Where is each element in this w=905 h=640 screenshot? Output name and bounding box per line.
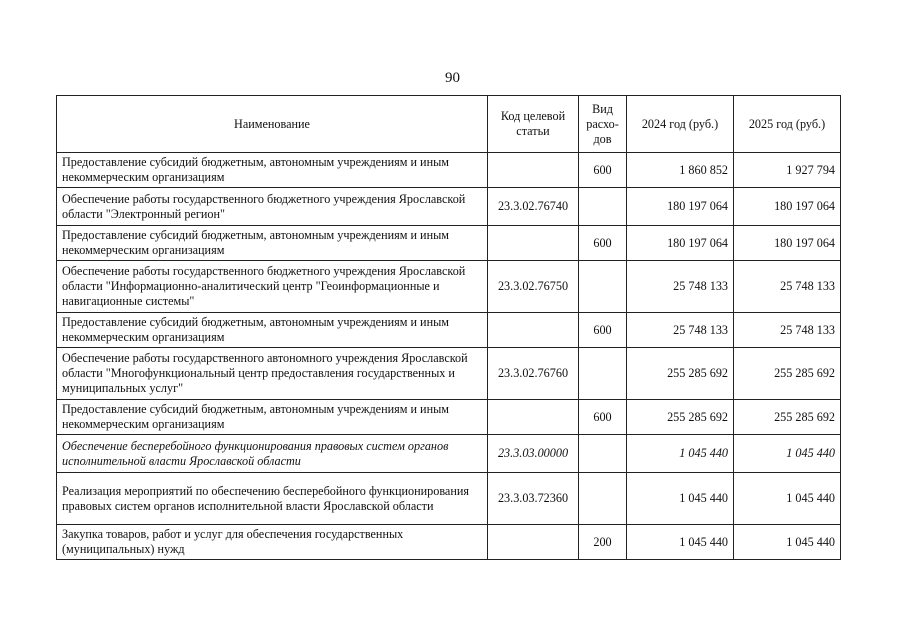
row-2024: 180 197 064	[627, 226, 734, 261]
row-2025: 25 748 133	[734, 261, 841, 313]
row-code: 23.3.02.76750	[488, 261, 579, 313]
header-name: Наименование	[57, 96, 488, 153]
header-type: Вид расхо-дов	[579, 96, 627, 153]
row-name: Реализация мероприятий по обеспечению бесперебойного функционирования правовых систем органов исполнительной власти Ярославской области	[57, 473, 488, 525]
row-2025: 1 045 440	[734, 435, 841, 473]
table-row	[57, 348, 841, 400]
row-type	[579, 473, 627, 525]
row-type: 600	[579, 313, 627, 348]
table-row	[57, 525, 841, 560]
table-row	[57, 435, 841, 473]
table-body	[57, 153, 841, 560]
row-2024: 255 285 692	[627, 400, 734, 435]
row-2025: 255 285 692	[734, 400, 841, 435]
budget-table	[56, 95, 841, 560]
row-code: 23.3.02.76740	[488, 188, 579, 226]
header-2024: 2024 год (руб.)	[627, 96, 734, 153]
row-type: 600	[579, 400, 627, 435]
row-name: Предоставление субсидий бюджетным, автономным учреждениям и иным некоммерческим организациям	[57, 313, 488, 348]
table-row	[57, 473, 841, 525]
row-code: 23.3.03.00000	[488, 435, 579, 473]
row-type	[579, 435, 627, 473]
row-type	[579, 348, 627, 400]
page-number: 90	[445, 70, 460, 86]
row-type: 200	[579, 525, 627, 560]
row-2024: 1 045 440	[627, 473, 734, 525]
row-2025: 1 045 440	[734, 473, 841, 525]
row-code	[488, 226, 579, 261]
row-code	[488, 153, 579, 188]
row-2024: 1 860 852	[627, 153, 734, 188]
row-code: 23.3.02.76760	[488, 348, 579, 400]
table-row	[57, 153, 841, 188]
row-name: Предоставление субсидий бюджетным, автономным учреждениям и иным некоммерческим организациям	[57, 400, 488, 435]
table-row	[57, 226, 841, 261]
row-2025: 1 927 794	[734, 153, 841, 188]
row-name: Обеспечение работы государственного бюджетного учреждения Ярославской области "Информационно-аналитический центр "Геоинформационные и навигационные системы"	[57, 261, 488, 313]
row-name: Предоставление субсидий бюджетным, автономным учреждениям и иным некоммерческим организациям	[57, 226, 488, 261]
row-name: Обеспечение работы государственного автономного учреждения Ярославской области "Многофункциональный центр предоставления государственных и муниципальных услуг"	[57, 348, 488, 400]
table-row	[57, 400, 841, 435]
table-row	[57, 188, 841, 226]
row-type: 600	[579, 226, 627, 261]
row-code	[488, 400, 579, 435]
row-code	[488, 313, 579, 348]
row-name: Обеспечение бесперебойного функционирования правовых систем органов исполнительной власти Ярославской области	[57, 435, 488, 473]
row-type	[579, 261, 627, 313]
header-code: Код целевой статьи	[488, 96, 579, 153]
row-2024: 180 197 064	[627, 188, 734, 226]
row-2024: 25 748 133	[627, 313, 734, 348]
row-2025: 180 197 064	[734, 188, 841, 226]
header-row	[57, 96, 841, 153]
table-row	[57, 261, 841, 313]
row-type	[579, 188, 627, 226]
row-name: Обеспечение работы государственного бюджетного учреждения Ярославской области "Электронный регион"	[57, 188, 488, 226]
row-2025: 25 748 133	[734, 313, 841, 348]
row-type: 600	[579, 153, 627, 188]
row-2024: 255 285 692	[627, 348, 734, 400]
header-2025: 2025 год (руб.)	[734, 96, 841, 153]
row-2025: 180 197 064	[734, 226, 841, 261]
row-code	[488, 525, 579, 560]
row-2025: 255 285 692	[734, 348, 841, 400]
row-name: Закупка товаров, работ и услуг для обеспечения государственных (муниципальных) нужд	[57, 525, 488, 560]
row-2025: 1 045 440	[734, 525, 841, 560]
row-name: Предоставление субсидий бюджетным, автономным учреждениям и иным некоммерческим организациям	[57, 153, 488, 188]
row-2024: 1 045 440	[627, 525, 734, 560]
row-2024: 1 045 440	[627, 435, 734, 473]
table-row	[57, 313, 841, 348]
row-2024: 25 748 133	[627, 261, 734, 313]
row-code: 23.3.03.72360	[488, 473, 579, 525]
